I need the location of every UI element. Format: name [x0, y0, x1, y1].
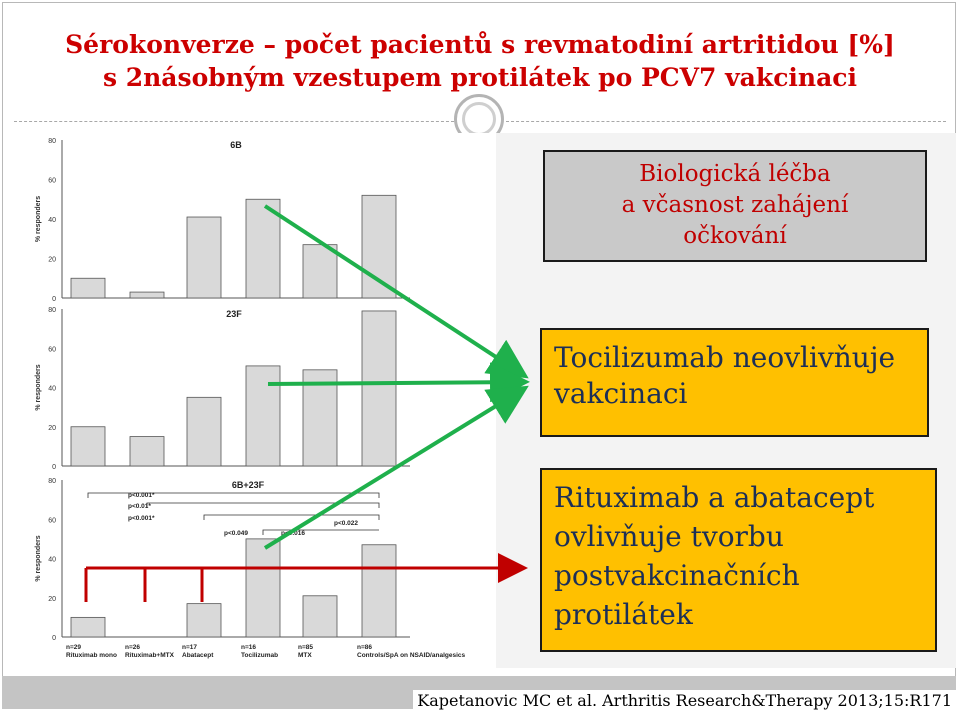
chart1-y-tick: 40: [48, 217, 56, 224]
chart2-y-tick: 0: [52, 464, 56, 471]
chart3-y-tick: 0: [52, 635, 56, 642]
chart3-p-value: p<0.049: [224, 530, 249, 537]
box1-line-1: Biologická léčba: [639, 161, 831, 187]
chart3-y-label: % responders: [35, 535, 42, 582]
chart3-n-label: n=85: [298, 644, 313, 651]
chart1-bar: [303, 245, 337, 298]
chart3-p-value: p<0.01*: [128, 503, 151, 510]
chart1-y-tick: 80: [48, 138, 56, 145]
chart3-bar: [187, 604, 221, 637]
chart3-n-label: n=17: [182, 644, 197, 651]
chart3-title: 6B+23F: [231, 480, 265, 490]
box3-line-3: postvakcinačních: [554, 559, 800, 592]
chart3-p-value: p<0.022: [334, 520, 359, 527]
chart2-y-tick: 80: [48, 307, 56, 314]
chart2-bar: [71, 427, 105, 466]
chart2-y-label: % responders: [35, 364, 42, 411]
title-line-2: s 2násobným vzestupem protilátek po PCV7 vakcinaci: [102, 63, 858, 92]
chart3-category-label: Rituximab+MTX: [125, 652, 174, 659]
chart3-p-value: p<0.016: [281, 530, 306, 537]
chart2-y-tick: 60: [48, 346, 56, 354]
chart1-bar: [187, 217, 221, 298]
chart3-n-label: n=16: [241, 644, 256, 651]
chart2-bar: [246, 366, 280, 466]
chart3-bar: [362, 545, 396, 637]
chart3-category-label: Tocilizumab: [241, 652, 279, 659]
chart3-n-label: n=26: [125, 644, 140, 651]
chart1-y-tick: 20: [48, 256, 56, 264]
chart3-category-label: Abatacept: [182, 652, 214, 659]
chart3-n-label: n=86: [357, 644, 372, 651]
chart3-p-value: p<0.001*: [128, 515, 155, 522]
chart3-category-label: MTX: [298, 652, 312, 659]
chart3-category-label: Rituximab mono: [66, 652, 117, 659]
chart3-bar: [71, 617, 105, 637]
chart2-title: 23F: [226, 309, 242, 319]
chart2-bar: [130, 437, 164, 466]
chart1-y-tick: 0: [52, 296, 56, 303]
box1-line-2: a včasnost zahájení: [621, 192, 849, 218]
chart3-y-tick: 20: [48, 595, 56, 603]
chart1-bar: [130, 292, 164, 298]
title-line-1: Sérokonverze – počet pacientů s revmatodiní artritidou [%]: [65, 30, 895, 59]
chart3-bracket: [147, 503, 379, 508]
chart3-n-label: n=29: [66, 644, 81, 651]
chart3-bar: [246, 539, 280, 637]
chart1-y-tick: 60: [48, 177, 56, 185]
chart1-title: 6B: [230, 140, 242, 150]
chart3-y-tick: 80: [48, 478, 56, 485]
box2-line-1: Tocilizumab neovlivňuje: [554, 341, 896, 374]
green-arrow-23f: [268, 382, 522, 384]
box1-line-3: očkování: [683, 223, 787, 249]
chart2-y-tick: 40: [48, 385, 56, 393]
box3-line-4: protilátek: [554, 598, 693, 631]
chart2-y-tick: 20: [48, 424, 56, 432]
box2-line-2: vakcinaci: [554, 377, 688, 410]
chart1-bar: [71, 278, 105, 298]
citation: Kapetanovic MC et al. Arthritis Research&Therapy 2013;15:R171: [413, 690, 956, 712]
box3-line-2: ovlivňuje tvorbu: [554, 520, 784, 553]
chart2-bar: [187, 397, 221, 466]
chart2-bar: [362, 311, 396, 466]
chart3-p-value: p<0.001*: [128, 492, 155, 499]
chart3-y-tick: 40: [48, 556, 56, 564]
box3-line-1: Rituximab a abatacept: [554, 481, 875, 514]
chart1-y-label: % responders: [35, 195, 42, 243]
chart3-y-tick: 60: [48, 517, 56, 525]
chart3-category-label: Controls/SpA on NSAID/analgesics: [357, 652, 466, 659]
chart3-bar: [303, 596, 337, 637]
